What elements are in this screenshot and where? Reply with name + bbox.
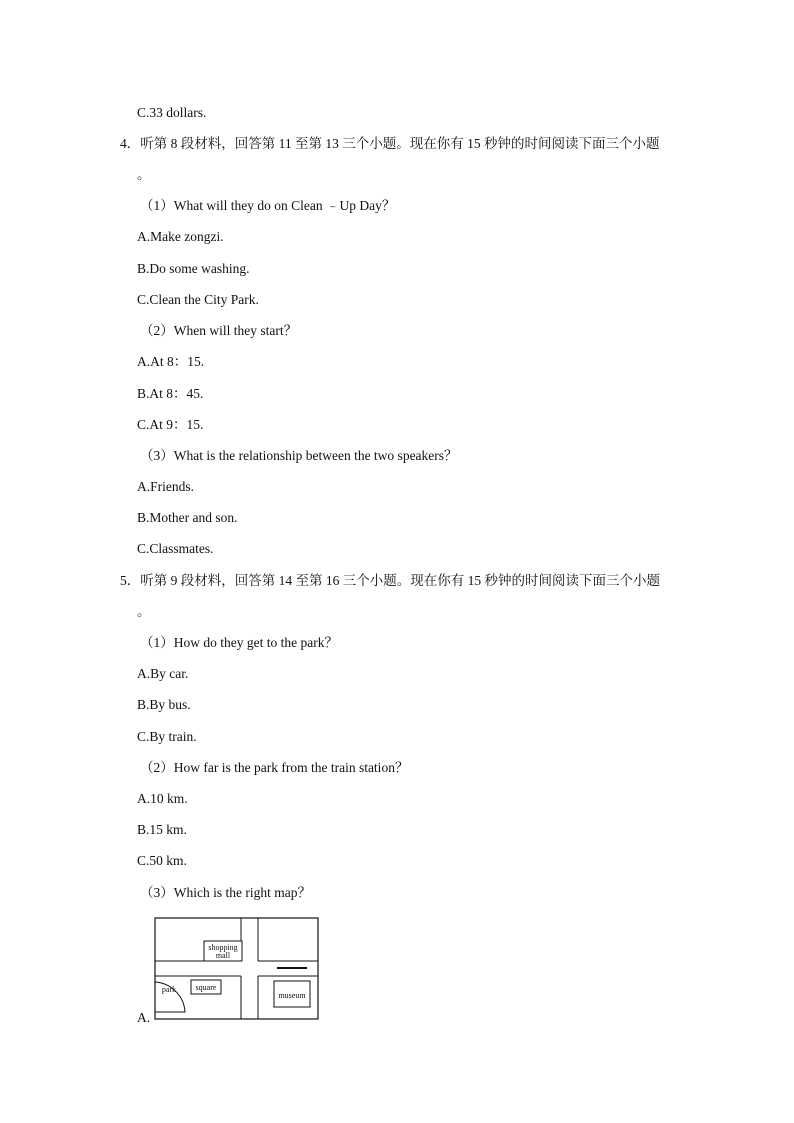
- shopping-label: shopping: [208, 943, 238, 952]
- park-label: park: [161, 985, 177, 994]
- square-label: square: [195, 983, 217, 992]
- q4-sub3-option-a: A.Friends.: [137, 479, 194, 494]
- q4-stem: 4．听第 8 段材料，回答第 11 至第 13 三个小题。现在你有 15 秒钟的时间阅读下面三个小题: [120, 136, 660, 151]
- q5-sub1-option-c: C.By train.: [137, 729, 197, 744]
- q4-sub3-option-b: B.Mother and son.: [137, 510, 238, 525]
- q5-stem-continuation: 。: [137, 604, 151, 619]
- museum-label: museum: [278, 991, 306, 1000]
- q5-sub2-option-b: B.15 km.: [137, 822, 187, 837]
- q4-sub2: （2）When will they start？: [140, 323, 298, 338]
- q5-sub2-option-a: A.10 km.: [137, 791, 188, 806]
- q4-sub2-option-a: A.At 8：15.: [137, 354, 205, 369]
- q3-option-c: C.33 dollars.: [137, 105, 207, 120]
- q5-sub3-option-a-label: A.: [137, 1010, 151, 1025]
- q4-stem-continuation: 。: [137, 167, 151, 182]
- q5-stem: 5．听第 9 段材料，回答第 14 至第 16 三个小题。现在你有 15 秒钟的时间阅读下面三个小题: [120, 573, 660, 588]
- q5-sub1-option-b: B.By bus.: [137, 697, 191, 712]
- q4-sub2-option-c: C.At 9：15.: [137, 417, 204, 432]
- q4-sub1-option-c: C.Clean the City Park.: [137, 292, 259, 307]
- q5-sub3: （3）Which is the right map？: [140, 885, 311, 900]
- q5-sub2-option-c: C.50 km.: [137, 853, 187, 868]
- q4-sub1-option-a: A.Make zongzi.: [137, 229, 224, 244]
- map-diagram: [137, 916, 321, 1022]
- mall-label: mall: [215, 951, 231, 960]
- q4-sub1: （1）What will they do on Clean ﹣Up Day？: [140, 198, 396, 213]
- q4-sub3-option-c: C.Classmates.: [137, 541, 214, 556]
- q5-sub1-option-a: A.By car.: [137, 666, 189, 681]
- q5-sub1: （1）How do they get to the park？: [140, 635, 338, 650]
- q4-sub3: （3）What is the relationship between the two speakers？: [140, 448, 458, 463]
- q4-sub2-option-b: B.At 8：45.: [137, 386, 204, 401]
- q4-sub1-option-b: B.Do some washing.: [137, 261, 250, 276]
- q5-sub2: （2）How far is the park from the train station？: [140, 760, 409, 775]
- map-figure-a: [137, 916, 321, 1027]
